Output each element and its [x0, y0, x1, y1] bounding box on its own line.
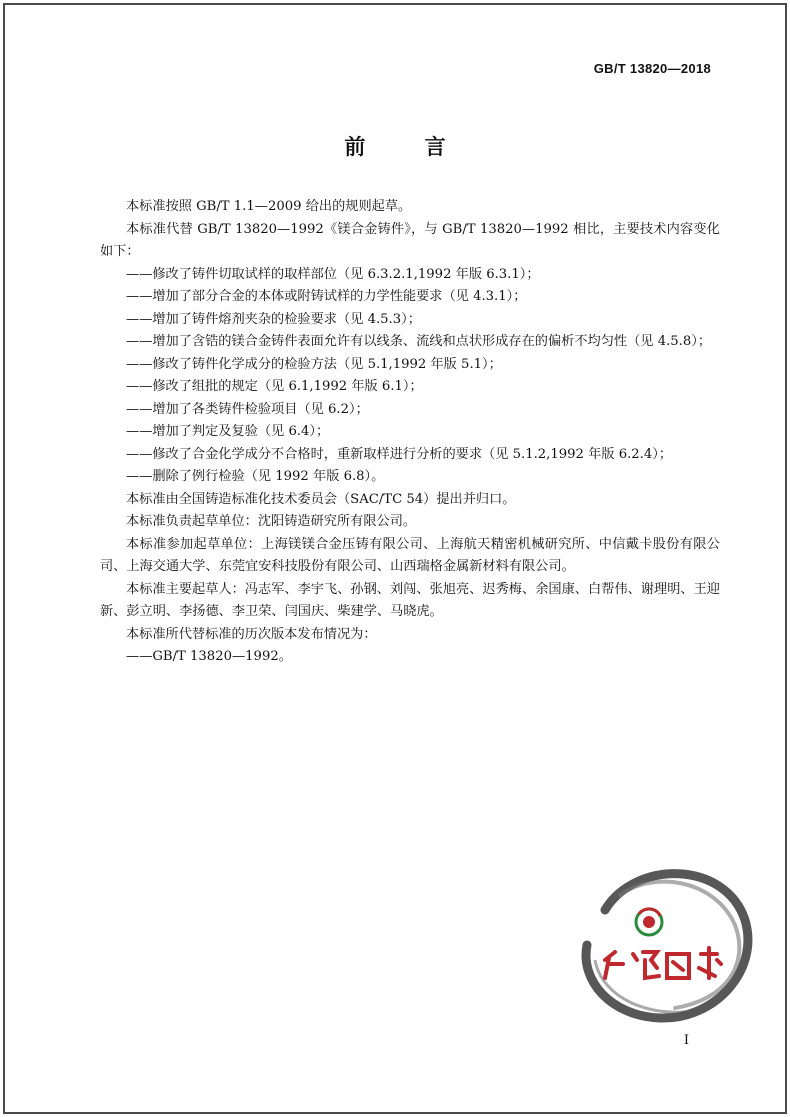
standard-code: GB/T 13820—2018	[593, 61, 711, 76]
change-item: ——增加了铸件熔剂夹杂的检验要求（见 4.5.3）；	[126, 311, 421, 327]
paragraph-responsible-unit: 本标准负责起草单位：沈阳铸造研究所有限公司。	[126, 514, 417, 529]
paragraph-drafters: 本标准主要起草人：冯志军、李宇飞、孙钢、刘闯、张旭亮、迟秀梅、余国康、白帮伟、谢理明、王迎新、彭立明、李扬德、李卫荣、闫国庆、柴建学、马晓虎。	[100, 581, 720, 619]
changes-list	[100, 264, 720, 489]
change-item: ——修改了合金化学成分不合格时，重新取样进行分析的要求（见 5.1.2,1992 年版 6.2.4）；	[126, 446, 673, 462]
change-item: ——修改了铸件切取试样的取样部位（见 6.3.2.1,1992 年版 6.3.1）；	[126, 266, 540, 282]
paragraph-history: 本标准所代替标准的历次版本发布情况为：	[126, 626, 377, 642]
publisher-seal-logo	[565, 850, 765, 1030]
page-frame	[3, 3, 787, 1114]
change-item: ——删除了例行检验（见 1992 年版 6.8）。	[126, 469, 385, 484]
history-item: ——GB/T 13820—1992。	[126, 649, 292, 664]
paragraph-participating-units: 本标准参加起草单位：上海镁镁合金压铸有限公司、上海航天精密机械研究所、中信戴卡股份有限公司、上海交通大学、东莞宜安科技股份有限公司、山西瑞格金属新材料有限公司。	[100, 536, 720, 574]
change-item: ——增加了部分合金的本体或附铸试样的力学性能要求（见 4.3.1）；	[126, 289, 527, 304]
change-item: ——增加了含锆的镁合金铸件表面允许有以线条、流线和点状形成存在的偏析不均匀性（见 4.5.8）；	[126, 334, 712, 349]
change-item: ——修改了组批的规定（见 6.1,1992 年版 6.1）；	[126, 379, 423, 394]
paragraph-proposed-by: 本标准由全国铸造标准化技术委员会（SAC/TC 54）提出并归口。	[126, 491, 516, 507]
change-item: ——增加了判定及复验（见 6.4）；	[126, 424, 330, 439]
document-body	[100, 196, 720, 669]
change-item: ——修改了铸件化学成分的检验方法（见 5.1,1992 年版 5.1）；	[126, 356, 502, 372]
paragraph-drafting-rules: 本标准按照 GB/T 1.1—2009 给出的规则起草。	[126, 199, 412, 214]
change-item: ——增加了各类铸件检验项目（见 6.2）；	[126, 401, 369, 417]
paragraph-replaces: 本标准代替 GB/T 13820—1992《镁合金铸件》，与 GB/T 13820—1992 相比，主要技术内容变化如下：	[100, 221, 720, 259]
page-number: I	[683, 1033, 689, 1048]
page-title: 前 言	[344, 134, 472, 159]
